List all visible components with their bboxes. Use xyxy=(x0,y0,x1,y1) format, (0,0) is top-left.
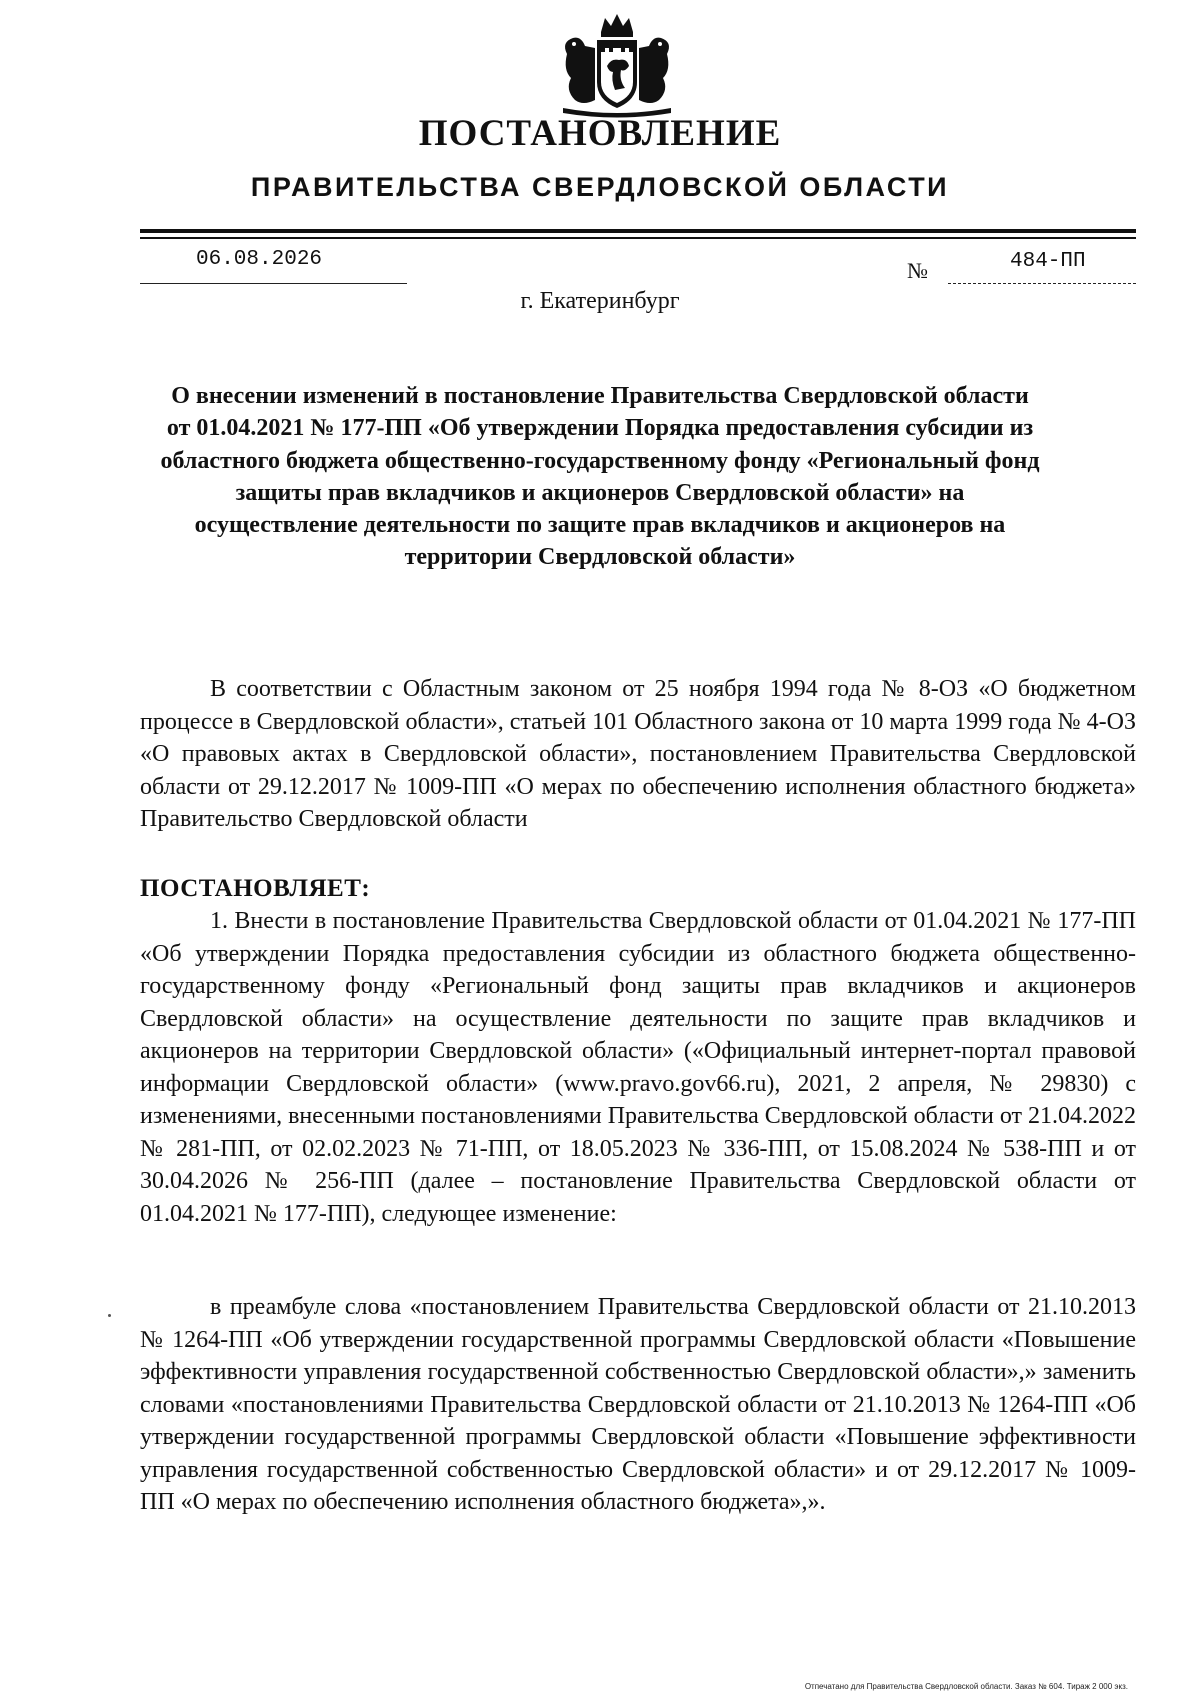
header-divider-thin xyxy=(140,237,1136,239)
issue-city: г. Екатеринбург xyxy=(520,288,680,314)
preamble-paragraph: В соответствии с Областным законом от 25 ноября 1994 года № 8-ОЗ «О бюджетном процессе в Свердловской области», статьей 101 Областного закона от 10 марта 1999 года № 4-ОЗ «О правовых актах в Свердловской области», постановлением Правительства Свердловской области от 29.12.2017 № 1009-ПП «О мерах по обеспечению исполнения областного бюджета» Правительство Свердловской области xyxy=(140,676,1136,832)
number-underline xyxy=(948,283,1136,284)
number-label: № xyxy=(907,258,928,283)
document-type-title: ПОСТАНОВЛЕНИЕ xyxy=(418,113,782,154)
coat-of-arms-icon xyxy=(555,14,679,118)
date-underline xyxy=(140,283,407,284)
item-1-paragraph: 1. Внести в постановление Правительства Свердловской области от 01.04.2021 № 177-ПП «Об утверждении Порядка предоставления субсидии из областного бюджета общественно-государственному фонду «Региональный фонд защиты прав вкладчиков и акционеров Свердловской области» на осуществление деятельности по защите прав вкладчиков и акционеров на территории Свердловской области» («Официальный интернет-портал правовой информации Свердловской области» (www.pravo.gov66.ru), 2021, 2 апреля, № 29830) с изменениями, внесенными постановлениями Правительства Свердловской области от 21.04.2022 № 281-ПП, от 02.02.2023 № 71-ПП, от 18.05.2023 № 336-ПП, от 15.08.2024 № 538-ПП и от 30.04.2026 № 256-ПП (далее – постановление Правительства Свердловской области от 01.04.2021 № 177-ПП), следующее изменение: xyxy=(140,908,1136,1227)
resolves-heading: ПОСТАНОВЛЯЕТ: xyxy=(140,875,371,902)
document-date: 06.08.2026 xyxy=(196,248,323,271)
header-divider-thick xyxy=(140,229,1136,233)
scan-speck xyxy=(108,1314,111,1317)
printing-note: Отпечатано для Правительства Свердловской области. Заказ № 604. Тираж 2 000 экз. xyxy=(804,1682,1128,1691)
document-title: О внесении изменений в постановление Правительства Свердловской области от 01.04.2021 № 177-ПП «Об утверждении Порядка предоставления субсидии из областного бюджета общественно-государственному фонду «Региональный фонд защиты прав вкладчиков и акционеров Свердловской области» на осуществление деятельности по защите прав вкладчиков и акционеров на территории Свердловской области» xyxy=(160,383,1040,571)
item-1-amendment-text: в преамбуле слова «постановлением Правительства Свердловской области от 21.10.2013 № 1264-ПП «Об утверждении государственной программы Свердловской области «Повышение эффективности управления государственной собственностью Свердловской области»,» заменить словами «постановлениями Правительства Свердловской области от 21.10.2013 № 1264-ПП «Об утверждении государственной программы Свердловской области «Повышение эффективности управления государственной собственностью Свердловской области» и от 29.12.2017 № 1009-ПП «О мерах по обеспечению исполнения областного бюджета»,». xyxy=(140,1294,1136,1515)
document-number: 484-ПП xyxy=(1010,250,1086,273)
issuer-subtitle: ПРАВИТЕЛЬСТВА СВЕРДЛОВСКОЙ ОБЛАСТИ xyxy=(250,172,950,202)
